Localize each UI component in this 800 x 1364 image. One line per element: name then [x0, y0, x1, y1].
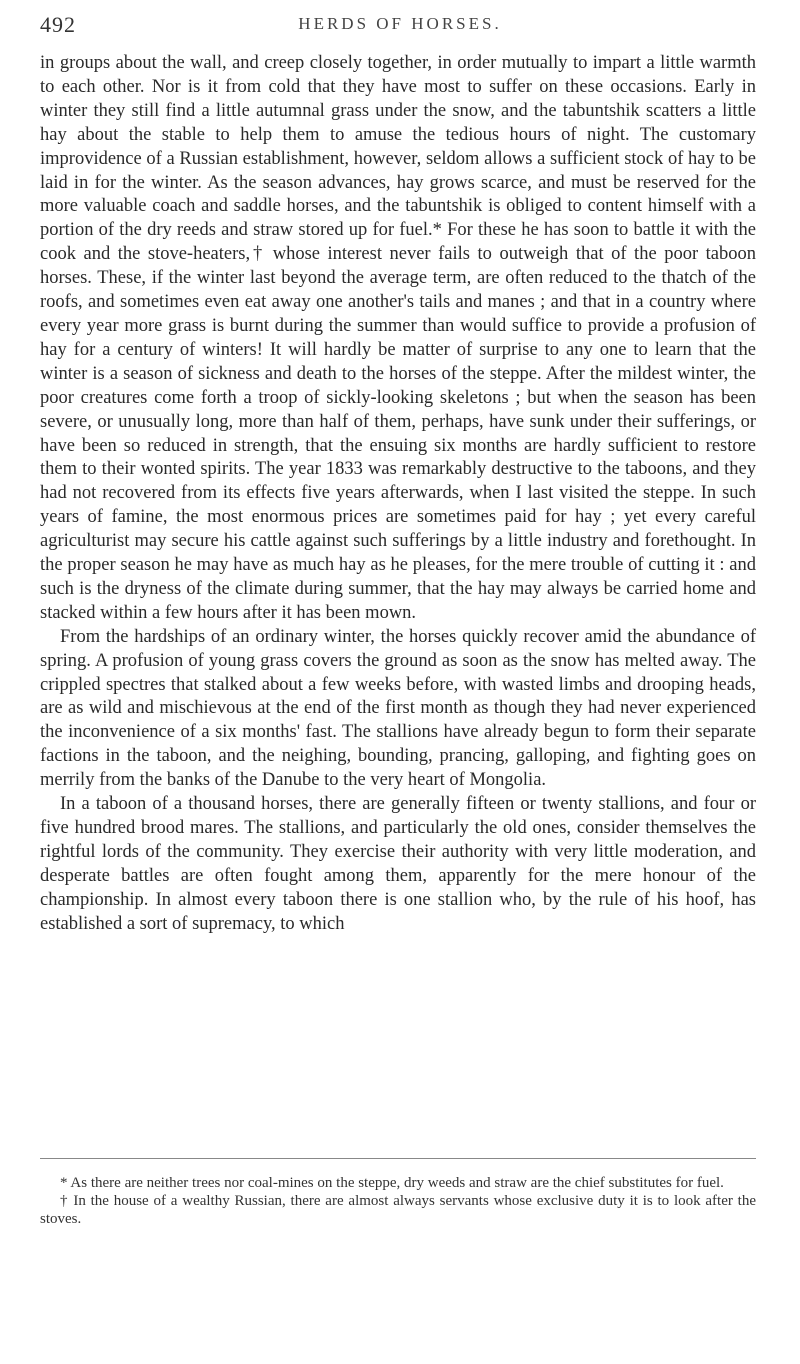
footnote: † In the house of a wealthy Russian, there are almost always servants whose exclusive duty it is to look after the stoves. [40, 1193, 756, 1227]
paragraph: In a taboon of a thousand horses, there are generally fifteen or twenty stallions, and four or five hundred brood mares. The stallions, and particularly the old ones, consider themselves the rightful lords of the community. They exercise their authority with very little moderation, and desperate battles are often fought among them, apparently for the mere honour of the championship. In almost every taboon there is one stallion who, by the rule of his hoof, has established a sort of supremacy, to which [40, 794, 756, 934]
footnote: * As there are neither trees nor coal-mines on the steppe, dry weeds and straw are the chief substitutes for fuel. [60, 1175, 724, 1191]
page-header [40, 12, 760, 42]
paragraph: From the hardships of an ordinary winter, the horses quickly recover amid the abundance of spring. A profusion of young grass covers the ground as soon as the snow has melted away. The crippled spectres that stalked about a few weeks before, with wasted limbs and drooping heads, are as wild and mischievous at the end of the first month as though they had never experienced the inconvenience of a six months' fast. The stallions have already begun to form their separate factions in the taboon, and the neighing, bounding, prancing, galloping, and fighting goes on merrily from the banks of the Danube to the very heart of Mongolia. [40, 626, 756, 791]
running-head: HERDS OF HORSES. [298, 14, 502, 33]
footnotes [40, 1174, 756, 1228]
paragraph: in groups about the wall, and creep closely together, in order mutually to impart a little warmth to each other. Nor is it from cold that they have most to suffer on these occasions. Early in winter they still find a little autumnal grass under the snow, and the tabuntshik scatters a little hay about the stable to help them to amuse the tedious hours of night. The customary improvidence of a Russian establishment, however, seldom allows a sufficient stock of hay to be laid in for the winter. As the season advances, hay grows scarce, and must be reserved for the more valuable coach and saddle horses, and the tabuntshik is obliged to content himself with a portion of the dry reeds and straw stored up for fuel.* For these he has soon to battle it with the cook and the stove-heaters,† whose interest never fails to outweigh that of the poor taboon horses. These, if the winter last beyond the average term, are often reduced to the thatch of the roofs, and sometimes even eat away one another's tails and manes ; and that in a country where every year more grass is burnt during the summer than would suffice to provide a profusion of hay for a century of winters! It will hardly be matter of surprise to any one to learn that the winter is a season of sickness and death to the horses of the steppe. After the mildest winter, the poor creatures come forth a troop of sickly-looking skeletons ; but when the season has been severe, or unusually long, more than half of them, perhaps, have sunk under their sufferings, or have been so reduced in strength, that the ensuing six months are hardly sufficient to restore them to their wonted spirits. The year 1833 was remarkably destructive to the taboons, and they had not recovered from its effects five years afterwards, when I last visited the steppe. In such years of famine, the most enormous prices are sometimes paid for hay ; yet every careful agriculturist may secure his cattle against such sufferings by a little industry and forethought. In the proper season he may have as much hay as he pleases, for the mere trouble of cutting it : and such is the dryness of the climate during summer, that the hay may always be carried home and stacked within a few hours after it has been mown. [40, 53, 756, 623]
body-text [40, 52, 756, 937]
page-number: 492 [40, 12, 76, 37]
footnote-divider [40, 1158, 756, 1159]
